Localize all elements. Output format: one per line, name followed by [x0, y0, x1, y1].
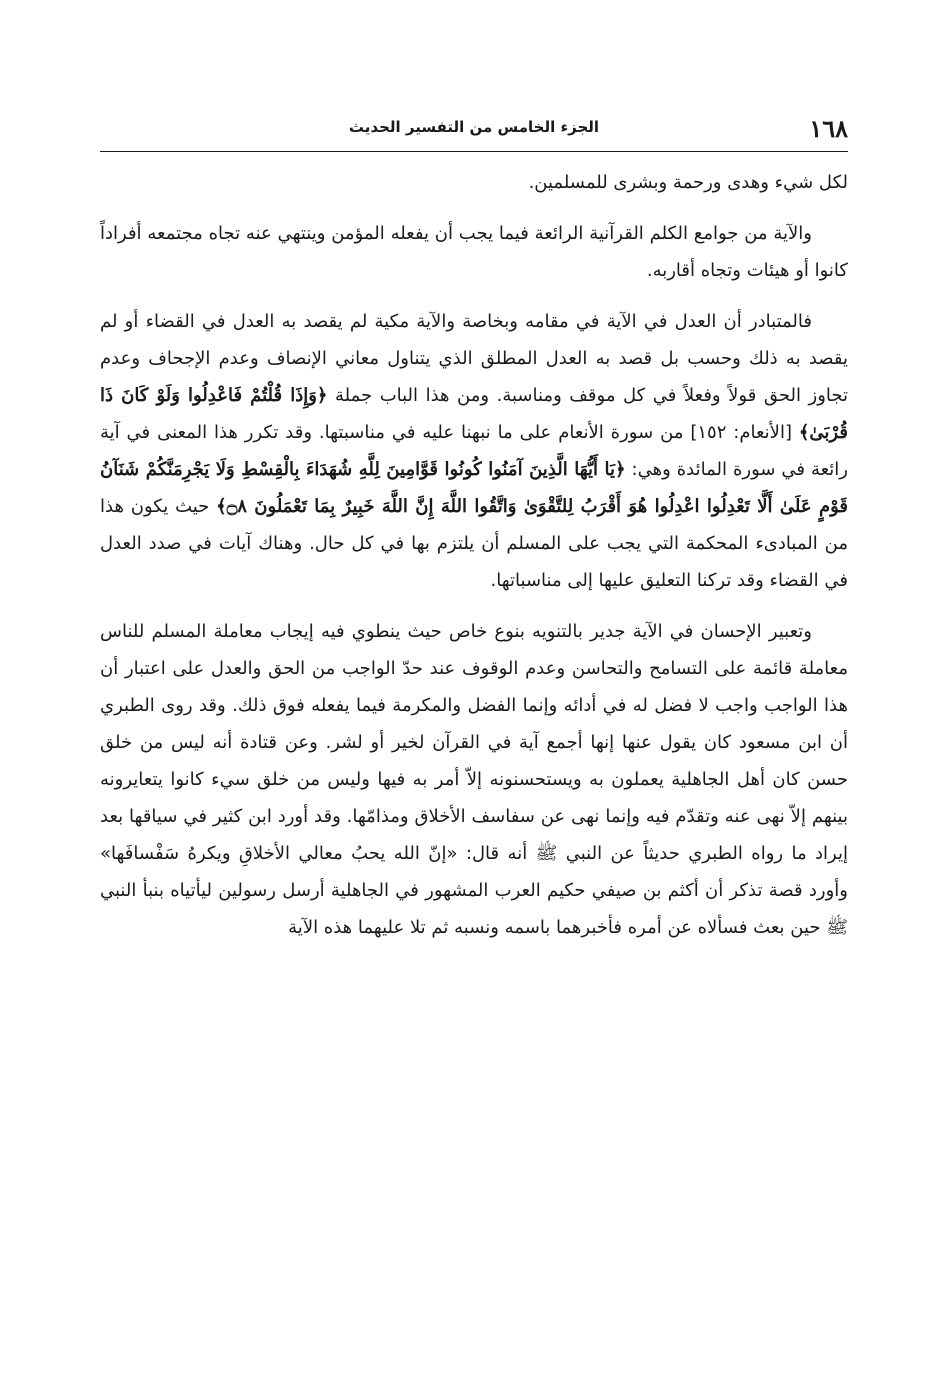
- header-title: الجزء الخامس من التفسير الحديث: [348, 118, 600, 136]
- body-text: [100, 164, 848, 960]
- paragraph-continuation: لكل شيء وهدى ورحمة وبشرى للمسلمين.: [528, 172, 848, 193]
- paragraph-quranic-expression: والآية من جوامع الكلم القرآنية الرائعة فيما يجب أن يفعله المؤمن وينتهي عنه تجاه مجتمعه أفراداً كانوا أو هيئات وتجاه أقاربه.: [100, 223, 848, 281]
- paragraph-justice: [100, 303, 848, 599]
- quran-verse-anam: ﴿وَإِذَا قُلْتُمْ فَاعْدِلُوا وَلَوْ كَانَ ذَا قُرْبَىٰ﴾: [100, 385, 848, 443]
- paragraph-justice-text-a: فالمتبادر أن العدل في الآية في مقامه وبخاصة والآية مكية لم يقصد به العدل في القضاء أو لم يقصد به ذلك وحسب بل قصد به العدل المطلق الذي يتناول معاني الإنصاف وعدم الإجحاف وعدم تجاوز الحق قولاً وفعلاً في كل موقف ومناسبة. ومن هذا الباب جملة: [100, 311, 849, 406]
- header-rule: [100, 151, 848, 152]
- paragraph-justice-text-c: حيث يكون هذا من المبادىء المحكمة التي يجب على المسلم أن يلتزم بها في كل حال. وهناك آيات في صدد العدل في القضاء وقد تركنا التعليق عليها إلى مناسباتها.: [100, 496, 848, 591]
- page-number: ١٦٨: [809, 114, 848, 143]
- paragraph-ihsan: وتعبير الإحسان في الآية جدير بالتنويه بنوع خاص حيث ينطوي فيه إيجاب معاملة المسلم للناس معاملة قائمة على التسامح والتحاسن وعدم الوقوف عند حدّ الواجب من الحق والعدل على اعتبار أن هذا الواجب واجب لا فضل له في أدائه وإنما الفضل والمكرمة فيما يفعله فوق ذلك. وقد روى الطبري أن ابن مسعود كان يقول عنها إنها أجمع آية في القرآن لخير أو لشر. وعن قتادة أنه ليس من خلق حسن كان أهل الجاهلية يعملون به ويستحسنونه إلاّ أمر به فيها وليس من خلق سيء كانوا يتعايرونه بينهم إلاّ نهى عنه وتقدّم فيه وإنما نهى عن سفاسف الأخلاق ومذامّها. وقد أورد ابن كثير في سياقها بعد إيراد ما رواه الطبري حديثاً عن النبي ﷺ أنه قال: «إنّ الله يحبُ معالي الأخلاقِ ويكرهُ سَفْسافَها» وأورد قصة تذكر أن أكثم بن صيفي حكيم العرب المشهور في الجاهلية أرسل رسولين ليأتياه بنبأ النبي ﷺ حين بعث فسألاه عن أمره فأخبرهما باسمه ونسبه ثم تلا عليهما هذه الآية: [100, 621, 848, 938]
- verse-citation: [الأنعام: ١٥٢]: [690, 422, 792, 443]
- paragraph-justice-text-b: من سورة الأنعام على ما نبهنا عليه في مناسبتها. وقد تكرر هذا المعنى في آية رائعة في سورة المائدة وهي:: [100, 422, 848, 480]
- quran-verse-maidah: ﴿يَا أَيُّهَا الَّذِينَ آمَنُوا كُونُوا قَوَّامِينَ لِلَّهِ شُهَدَاءَ بِالْقِسْطِ وَلَا يَجْرِمَنَّكُمْ شَنَآنُ قَوْمٍ عَلَىٰ أَلَّا تَعْدِلُوا اعْدِلُوا هُوَ أَقْرَبُ لِلتَّقْوَىٰ وَاتَّقُوا اللَّهَ إِنَّ اللَّهَ خَبِيرٌ بِمَا تَعْمَلُونَ ۝٨﴾: [100, 459, 848, 517]
- running-header: [100, 108, 848, 152]
